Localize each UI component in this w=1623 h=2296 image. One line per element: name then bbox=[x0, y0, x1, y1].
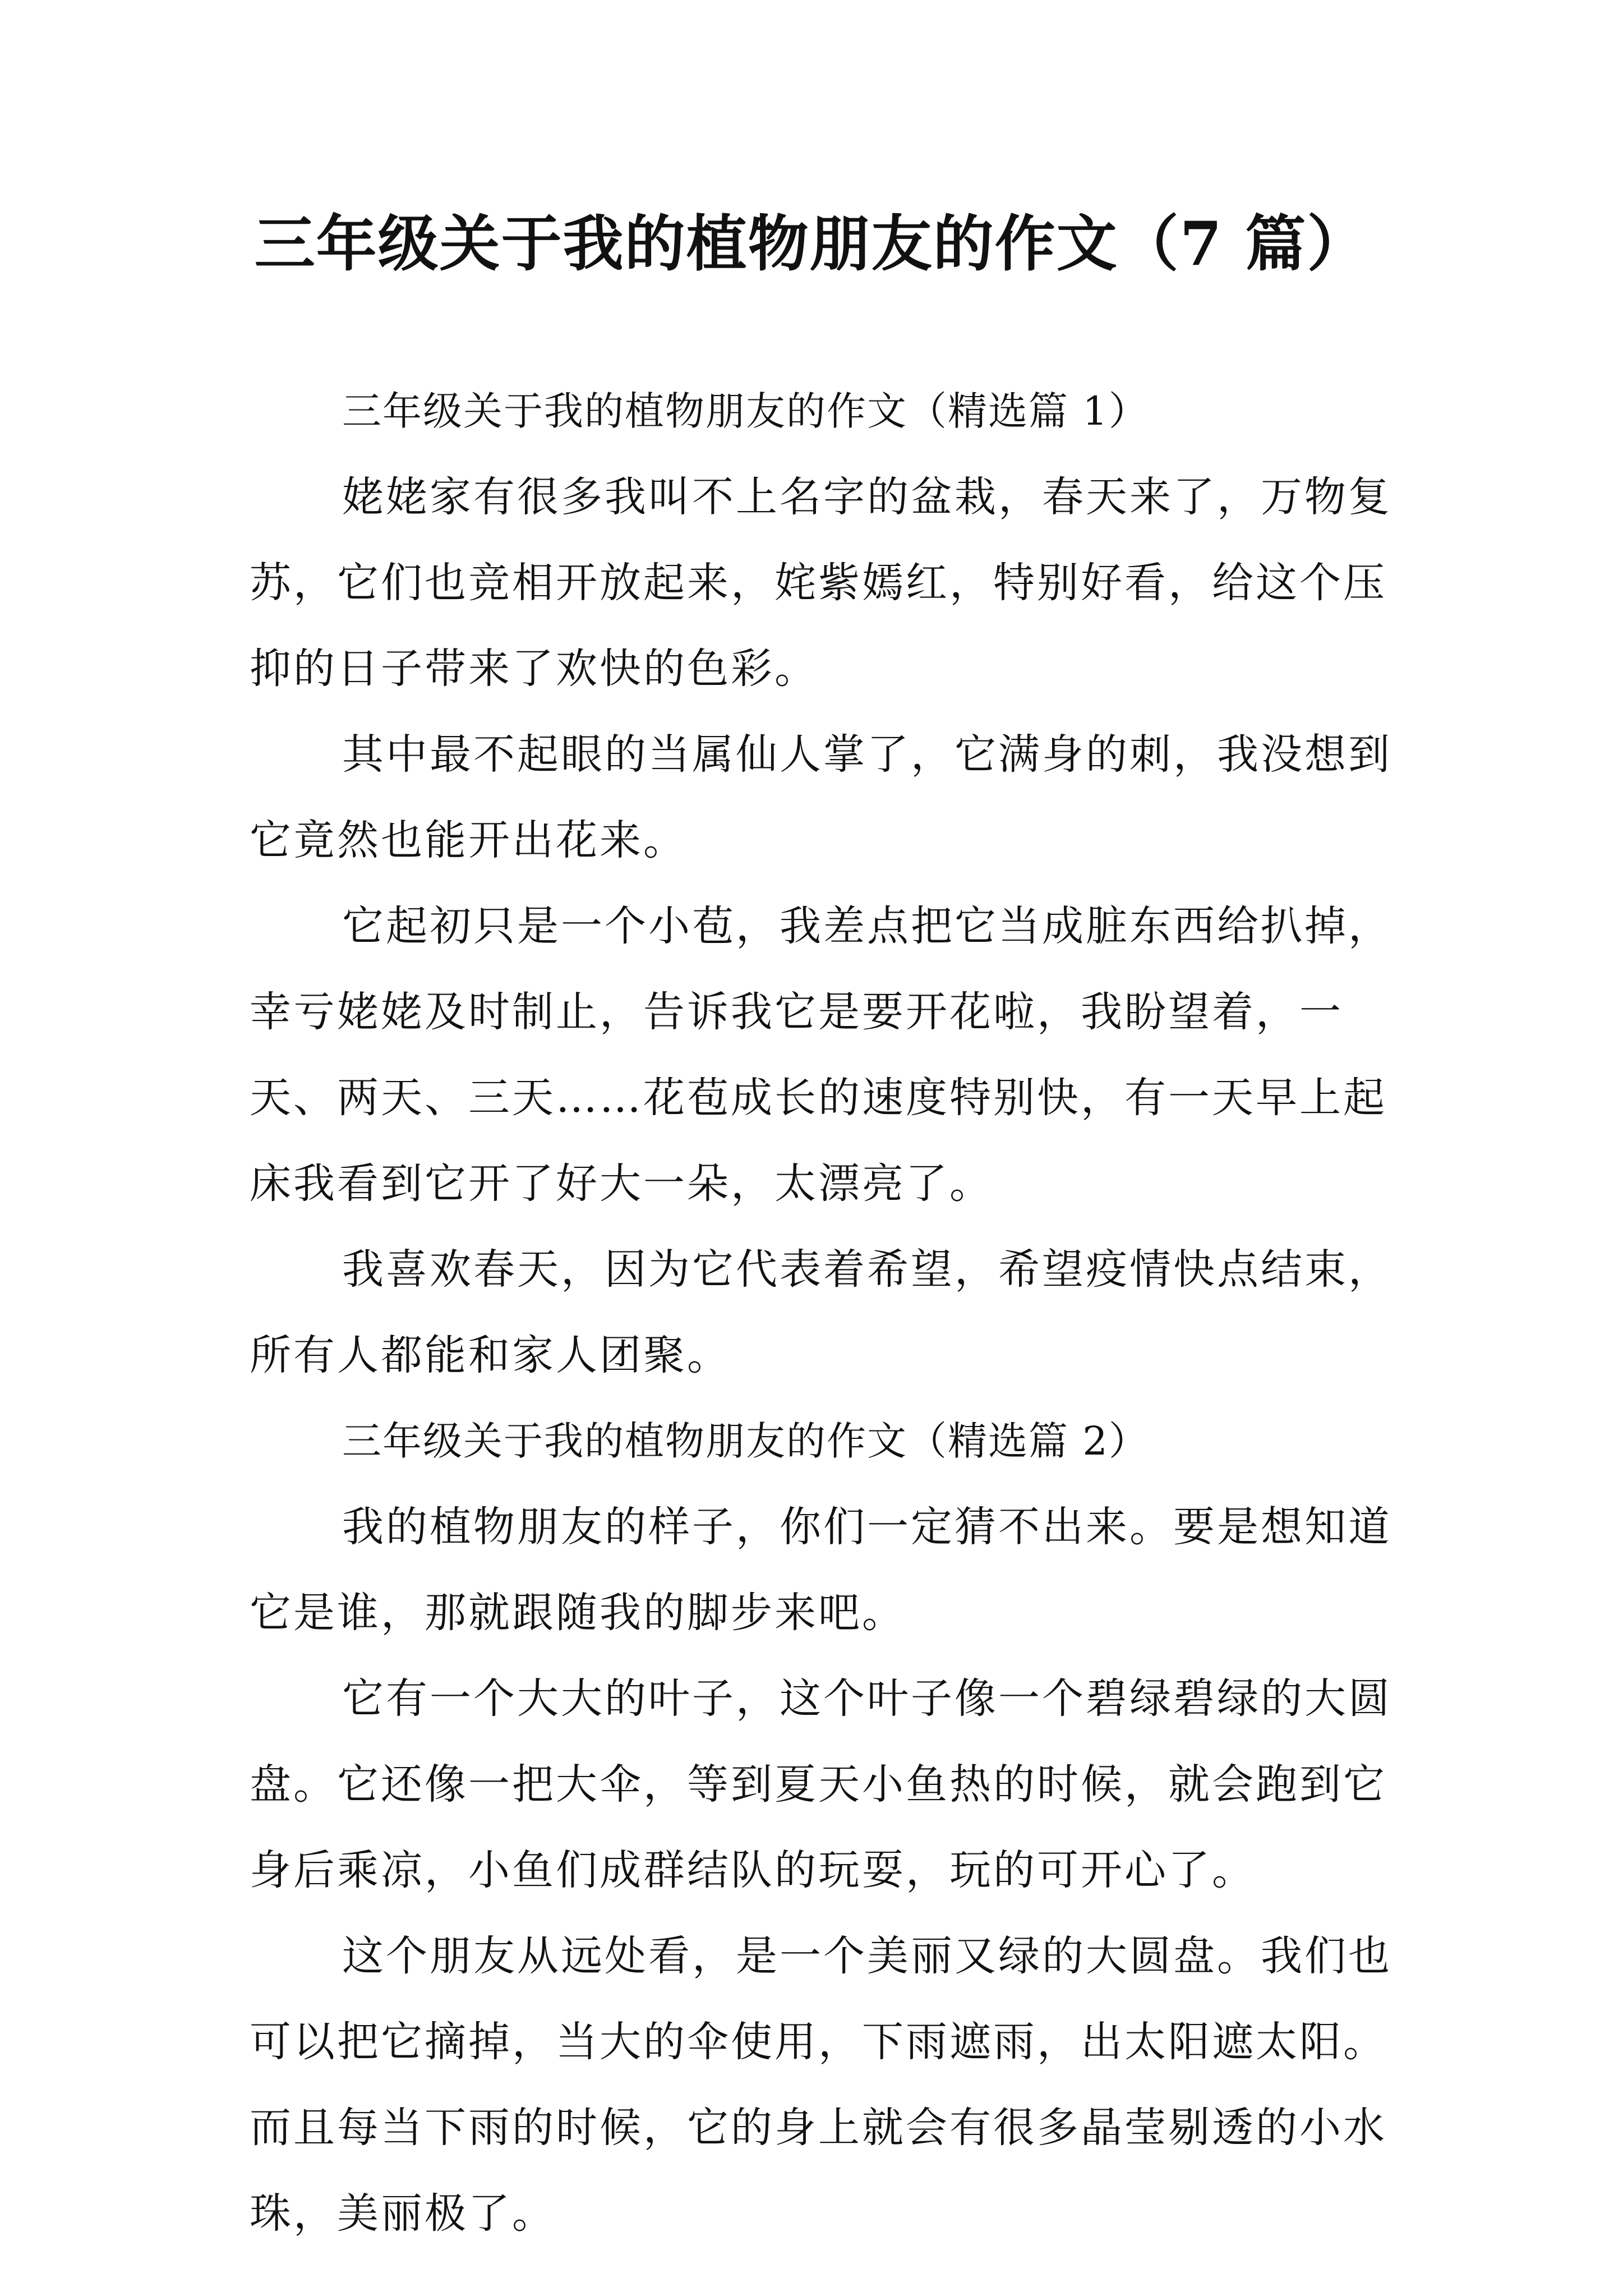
paragraph: 其中最不起眼的当属仙人掌了，它满身的刺，我没想到它竟然也能开出花来。 bbox=[250, 730, 1392, 864]
paragraph: 姥姥家有很多我叫不上名字的盆栽，春天来了，万物复苏，它们也竞相开放起来，姹紫嫣红，特别好看，给这个压抑的日子带来了欢快的色彩。 bbox=[250, 473, 1392, 693]
paragraph: 它有一个大大的叶子，这个叶子像一个碧绿碧绿的大圆盘。它还像一把大伞，等到夏天小鱼热的时候，就会跑到它身后乘凉，小鱼们成群结队的玩耍，玩的可开心了。 bbox=[250, 1674, 1392, 1894]
document-body bbox=[250, 369, 1424, 2257]
paragraph: 我的植物朋友的样子，你们一定猜不出来。要是想知道它是谁，那就跟随我的脚步来吧。 bbox=[250, 1503, 1392, 1637]
paragraph: 我喜欢春天，因为它代表着希望，希望疫情快点结束，所有人都能和家人团聚。 bbox=[250, 1245, 1392, 1379]
section-heading: 三年级关于我的植物朋友的作文（精选篇 2） bbox=[342, 1418, 1149, 1464]
paragraph: 它起初只是一个小苞，我差点把它当成脏东西给扒掉，幸亏姥姥及时制止，告诉我它是要开花啦，我盼望着，一天、两天、三天……花苞成长的速度特别快，有一天早上起床我看到它开了好大一朵，太漂亮了。 bbox=[250, 902, 1392, 1208]
section-heading: 三年级关于我的植物朋友的作文（精选篇 1） bbox=[342, 388, 1149, 434]
paragraph: 这个朋友从远处看，是一个美丽又绿的大圆盘。我们也可以把它摘掉，当大的伞使用，下雨遮雨，出太阳遮太阳。而且每当下雨的时候，它的身上就会有很多晶莹剔透的小水珠，美丽极了。 bbox=[250, 1932, 1392, 2238]
document-title: 三年级关于我的植物朋友的作文（7 篇） bbox=[254, 209, 1369, 279]
